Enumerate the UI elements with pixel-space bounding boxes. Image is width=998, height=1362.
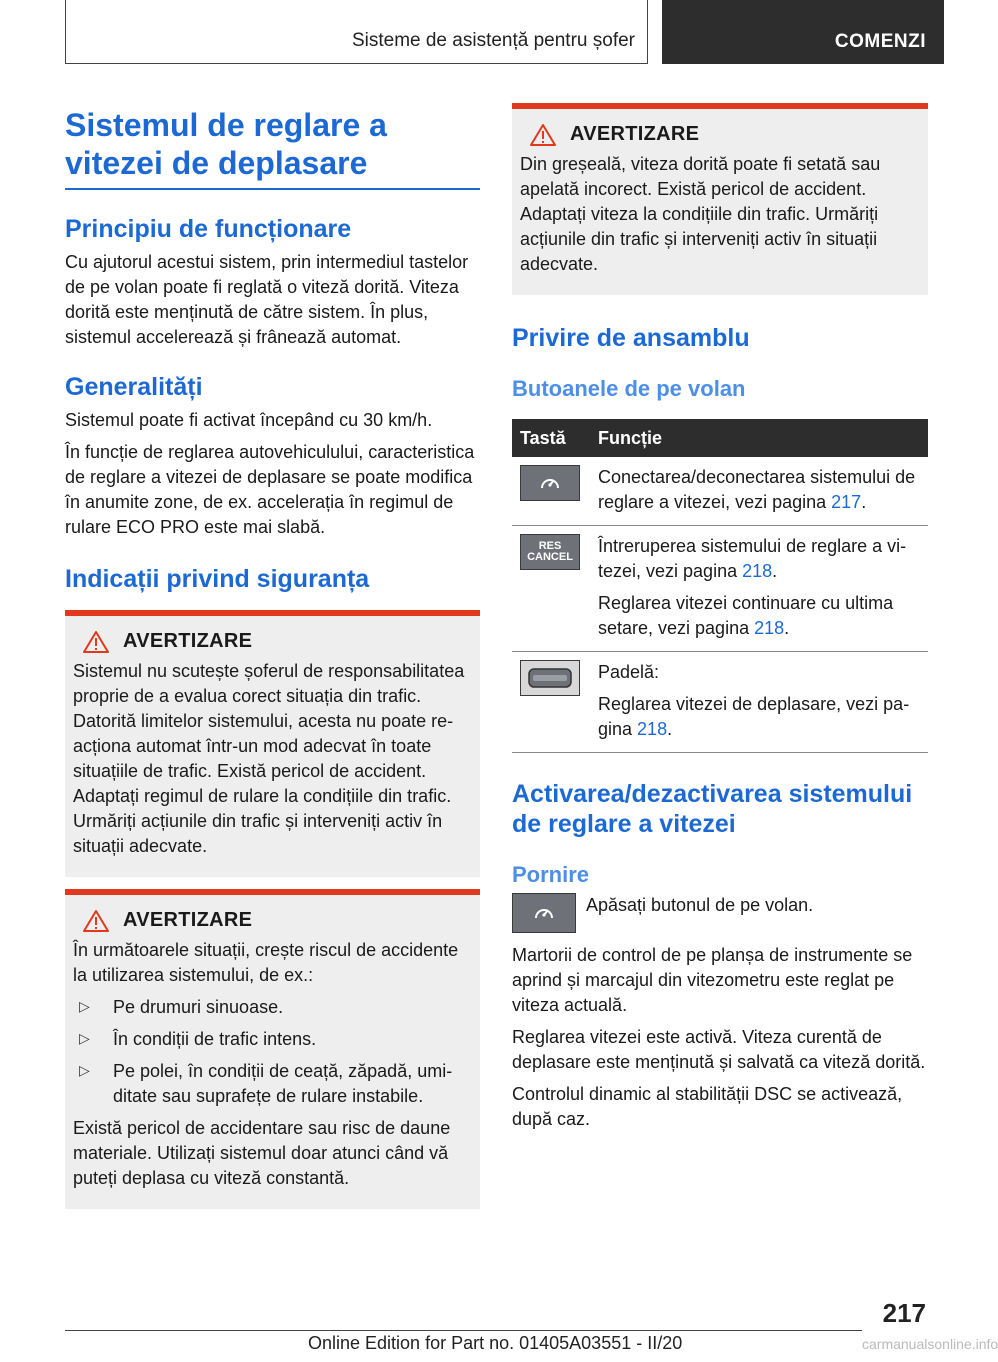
warning-box-2 <box>65 889 480 1209</box>
page-link[interactable]: 218 <box>637 719 668 739</box>
res-cancel-button-icon <box>520 534 580 570</box>
table-row <box>512 526 928 652</box>
warning-triangle-icon <box>530 124 556 146</box>
page-link[interactable]: 218 <box>742 561 773 581</box>
steering-buttons-table <box>512 419 928 753</box>
header-section-title: Sisteme de asistență pentru șofer <box>351 30 635 51</box>
buttons-subheading: Butoanele de pe volan <box>512 376 746 401</box>
right-column <box>512 103 928 1132</box>
row-text: Reglarea vitezei de deplasare, vezi pagina <box>598 694 910 739</box>
footer-divider <box>65 1330 862 1331</box>
bullet-text: În condiții de trafic intens. <box>113 1029 317 1049</box>
row-text: Întreruperea sistemului de reglare a vitezei, vezi pagina <box>598 536 907 581</box>
row-text-end: . <box>784 618 790 638</box>
press-text: Apăsați butonul de pe volan. <box>586 895 814 915</box>
general-text-2: În funcție de reglarea autovehiculului, caracteristica de reglare a vitezei de deplasare se poate modifica în anumite zone, de ex. accelerația în regimul de rulare ECO PRO este mai slabă. <box>65 442 475 537</box>
activation-text-2: Reglarea vitezei este activă. Viteza curentă de deplasare este menținută și salvată ca viteză dorită. <box>512 1027 926 1072</box>
warning-triangle-icon <box>83 910 109 932</box>
row-text-end: . <box>861 492 867 512</box>
table-row <box>512 652 928 753</box>
rocker-paddle-icon <box>520 660 580 696</box>
cruise-control-button-icon <box>512 893 576 933</box>
start-subheading: Pornire <box>512 862 590 887</box>
page-title: Sistemul de reglare a vitezei de deplasare <box>65 100 480 190</box>
column-header-key: Tastă <box>512 419 590 457</box>
cruise-control-button-icon <box>520 465 580 501</box>
header-chapter-title: COMENZI <box>834 31 926 52</box>
footer-watermark: carmanualsonline.info <box>862 1336 998 1352</box>
row-text: Padelă: <box>598 662 660 682</box>
activation-text-3: Controlul dinamic al stabilității DSC se activează, după caz. <box>512 1084 903 1129</box>
warning-text: Din greșeală, viteza dorită poate fi setată sau apelată incorect. Există pericol de accident. Adaptați viteza la condițiile din trafic. Urmăriți acțiunile din trafic și interveniți activ în situații adecvate. <box>520 154 881 274</box>
warning-box-3 <box>512 103 928 295</box>
row-text: Reglarea vitezei continuare cu ultima setare, vezi pagina <box>598 593 894 638</box>
principle-text: Cu ajutorul acestui sistem, prin intermediul tastelor de pe volan poate fi reglată o viteză dorită. Viteza dorită este menținută de către sistem. În plus, sistemul accelerează și frânează automat. <box>65 252 469 347</box>
page-link[interactable]: 218 <box>754 618 785 638</box>
warning-box-1 <box>65 610 480 877</box>
principle-heading: Principiu de funcționare <box>65 215 352 243</box>
general-text-1: Sistemul poate fi activat începând cu 30 km/h. <box>65 410 433 430</box>
warning-label: AVERTIZARE <box>123 909 253 931</box>
row-text: Conectarea/deconectarea sistemului de reglare a vitezei, vezi pagina <box>598 467 916 512</box>
row-text-end: . <box>667 719 673 739</box>
page-link[interactable]: 217 <box>831 492 862 512</box>
table-row <box>512 457 928 526</box>
bullet-text: Pe drumuri sinuoase. <box>113 997 284 1017</box>
warning-label: AVERTIZARE <box>123 630 253 652</box>
overview-heading: Privire de ansamblu <box>512 324 750 352</box>
column-header-function: Funcție <box>590 419 928 457</box>
key-label: RES CANCEL <box>527 540 573 563</box>
header-section-box <box>65 0 648 64</box>
bullet-item <box>73 1059 472 1109</box>
left-column <box>65 100 480 1209</box>
activation-heading: Activarea/dezactivarea sistemului de reglare a vitezei <box>512 780 913 838</box>
warning-label: AVERTIZARE <box>570 123 700 145</box>
warning-text: Sistemul nu scutește șoferul de responsabilitatea proprie de a evalua corect situația din trafic. Datorită limitelor sistemului, acesta nu poate reacționa automat într-un mod adecvat în toate situațiile de trafic. Există pericol de accident. Adaptați regimul de rulare la condițiile din trafic. Urmăriți acțiunile din trafic și interveniți activ în situații adecvate. <box>73 661 465 856</box>
activation-text-1: Martorii de control de pe planșa de instrumente se aprind și marcajul din vitezometru este reglat pe viteza actuală. <box>512 945 913 1015</box>
bullet-triangle-icon: ▷ <box>79 1030 90 1046</box>
footer-edition: Online Edition for Part no. 01405A03551 - II/20 <box>308 1333 683 1353</box>
page-number: 217 <box>882 1298 926 1328</box>
header-chapter-box <box>662 0 944 64</box>
warning-triangle-icon <box>83 631 109 653</box>
warning-outro: Există pericol de accidentare sau risc de daune materiale. Utilizați sistemul doar atunci când vă puteți deplasa cu viteză constantă. <box>73 1118 451 1188</box>
bullet-item <box>73 1027 472 1052</box>
row-text-end: . <box>772 561 778 581</box>
bullet-text: Pe polei, în condiții de ceață, zăpadă, umiditate sau suprafețe de rulare instabile. <box>113 1061 453 1106</box>
bullet-triangle-icon: ▷ <box>79 1062 90 1078</box>
bullet-triangle-icon: ▷ <box>79 998 90 1014</box>
bullet-item <box>73 995 472 1020</box>
general-heading: Generalități <box>65 373 203 401</box>
warning-intro: În următoarele situații, crește riscul de accidente la utilizarea sistemului, de ex.: <box>73 940 459 985</box>
safety-heading: Indicații privind siguranța <box>65 565 370 593</box>
press-instruction <box>512 893 928 933</box>
